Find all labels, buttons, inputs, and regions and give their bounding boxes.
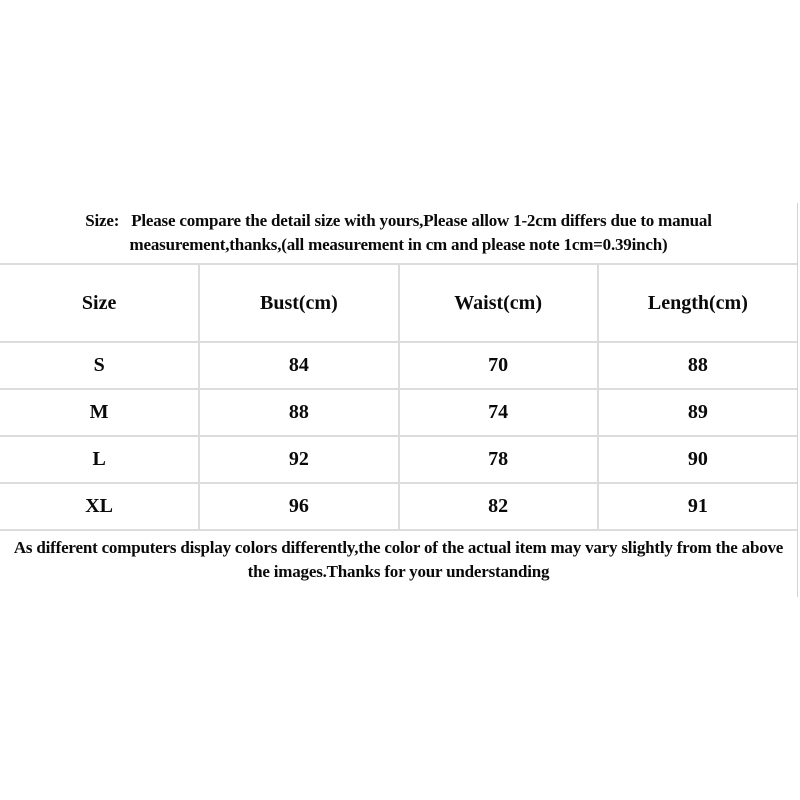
length-cell: 90 bbox=[598, 436, 797, 483]
size-note bbox=[0, 203, 797, 263]
table-header-row bbox=[0, 264, 797, 342]
length-cell: 89 bbox=[598, 389, 797, 436]
column-header-bust: Bust(cm) bbox=[199, 264, 398, 342]
waist-cell: 82 bbox=[399, 483, 598, 530]
size-cell: M bbox=[0, 389, 199, 436]
size-cell: S bbox=[0, 342, 199, 389]
waist-cell: 74 bbox=[399, 389, 598, 436]
bust-cell: 96 bbox=[199, 483, 398, 530]
bust-cell: 88 bbox=[199, 389, 398, 436]
length-cell: 91 bbox=[598, 483, 797, 530]
size-chart-table bbox=[0, 263, 797, 531]
column-header-waist: Waist(cm) bbox=[399, 264, 598, 342]
waist-cell: 70 bbox=[399, 342, 598, 389]
disclaimer-line-2: the images.Thanks for your understanding bbox=[247, 562, 550, 581]
table-row bbox=[0, 483, 797, 530]
bust-cell: 92 bbox=[199, 436, 398, 483]
size-cell: XL bbox=[0, 483, 199, 530]
size-note-line-2: measurement,thanks,(all measurement in cm and please note 1cm=0.39inch) bbox=[129, 235, 668, 254]
size-cell: L bbox=[0, 436, 199, 483]
column-header-length: Length(cm) bbox=[598, 264, 797, 342]
color-disclaimer bbox=[0, 531, 797, 592]
size-chart-sheet bbox=[0, 203, 798, 597]
disclaimer-line-1: As different computers display colors differently,the color of the actual item may vary slightly from the above bbox=[13, 538, 784, 557]
bust-cell: 84 bbox=[199, 342, 398, 389]
column-header-size: Size bbox=[0, 264, 199, 342]
table-row bbox=[0, 342, 797, 389]
table-row bbox=[0, 436, 797, 483]
length-cell: 88 bbox=[598, 342, 797, 389]
waist-cell: 78 bbox=[399, 436, 598, 483]
size-note-label: Size: bbox=[85, 211, 120, 230]
table-row bbox=[0, 389, 797, 436]
size-note-line-1: Please compare the detail size with yours,Please allow 1-2cm differs due to manual bbox=[131, 211, 712, 230]
